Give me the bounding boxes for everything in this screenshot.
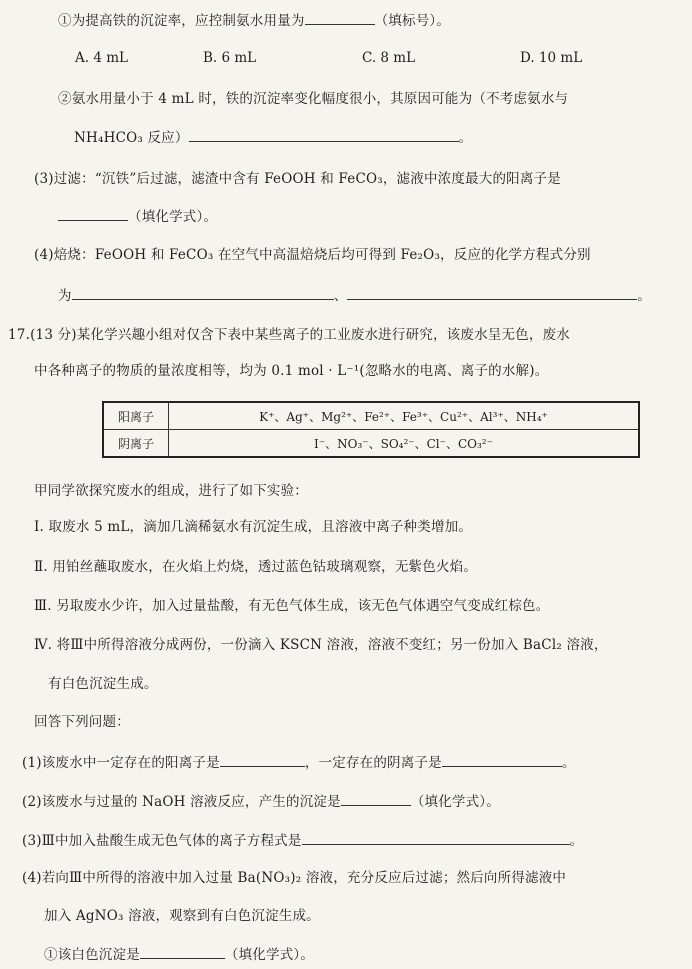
q16-2-1 <box>58 10 450 30</box>
q17-intro: 甲同学欲探究废水的组成，进行了如下实验： <box>34 483 308 499</box>
q17-a3-head: (3)Ⅲ中加入盐酸生成无色气体的离子方程式是 <box>22 833 302 849</box>
ion-table <box>102 401 640 458</box>
q17-a4-1 <box>44 944 314 964</box>
q17-exp4-line2: 有白色沉淀生成。 <box>48 676 158 692</box>
q17-answer-intro: 回答下列问题： <box>34 714 130 730</box>
q17-a1 <box>22 752 576 772</box>
answer-blank[interactable] <box>347 285 637 300</box>
answer-blank[interactable] <box>58 206 128 221</box>
q17-line1: 17.(13 分)某化学兴趣小组对仅含下表中某些离子的工业废水进行研究，该废水呈无色，废水 <box>8 327 570 343</box>
q17-line2: 中各种离子的物质的量浓度相等，均为 0.1 mol · L⁻¹(忽略水的电离、离子的水解)。 <box>34 363 549 379</box>
q16-4-head: 为 <box>58 288 72 304</box>
q16-2-1-tail: （填标号）。 <box>374 13 451 29</box>
cation-list: K⁺、Ag⁺、Mg²⁺、Fe²⁺、Fe³⁺、Cu²⁺、Al³⁺、NH₄⁺ <box>169 402 640 430</box>
answer-blank[interactable] <box>220 752 305 767</box>
q17-a4-line1: (4)若向Ⅲ中所得的溶液中加入过量 Ba(NO₃)₂ 溶液，充分反应后过滤；然后向所得滤液中 <box>22 870 567 886</box>
option-a: A. 4 mL <box>75 50 128 66</box>
anion-list: I⁻、NO₃⁻、SO₄²⁻、Cl⁻、CO₃²⁻ <box>169 430 640 458</box>
q17-a4-line2: 加入 AgNO₃ 溶液，观察到有白色沉淀生成。 <box>44 908 320 924</box>
q17-a2-tail: （填化学式）。 <box>410 794 500 810</box>
q17-a4-1-tail: （填化学式）。 <box>224 947 315 963</box>
answer-blank[interactable] <box>442 752 562 767</box>
q17-a3-end: 。 <box>569 833 584 849</box>
q16-3-line2 <box>58 206 217 226</box>
q16-2-2-line2 <box>74 127 472 147</box>
q16-2-2-tail: 。 <box>458 130 473 146</box>
answer-blank[interactable] <box>341 791 411 806</box>
cation-label: 阳离子 <box>103 402 169 430</box>
q16-4-line1: (4)焙烧：FeOOH 和 FeCO₃ 在空气中高温焙烧后均可得到 Fe₂O₃，反应的化学方程式分别 <box>34 247 591 263</box>
q17-a1-mid: ，一定存在的阴离子是 <box>304 755 442 771</box>
q16-2-2-head: NH₄HCO₃ 反应） <box>74 130 189 146</box>
q16-4-line2 <box>58 285 651 305</box>
q17-a2-head: (2)该废水与过量的 NaOH 溶液反应，产生的沉淀是 <box>22 794 341 810</box>
q16-3-line1: (3)过滤：“沉铁”后过滤，滤渣中含有 FeOOH 和 FeCO₃，滤液中浓度最大的阳离子是 <box>34 171 561 187</box>
answer-blank[interactable] <box>302 830 570 845</box>
q16-4-sep: 、 <box>333 288 348 304</box>
q17-a4-1-head: ①该白色沉淀是 <box>44 947 140 963</box>
q17-exp2: Ⅱ. 用铂丝蘸取废水，在火焰上灼烧，透过蓝色钴玻璃观察，无紫色火焰。 <box>34 559 478 575</box>
q17-exp4-line1: Ⅳ. 将Ⅲ中所得溶液分成两份，一份滴入 KSCN 溶液，溶液不变红；另一份加入 BaCl₂ 溶液， <box>34 637 608 653</box>
q16-3-tail: （填化学式）。 <box>128 209 218 225</box>
anion-label: 阴离子 <box>103 430 169 458</box>
q16-2-2-line1: ②氨水用量小于 4 mL 时，铁的沉淀率变化幅度很小，其原因可能为（不考虑氨水与 <box>58 91 569 107</box>
option-b: B. 6 mL <box>203 50 257 66</box>
option-c: C. 8 mL <box>362 50 416 66</box>
q17-exp3: Ⅲ. 另取废水少许，加入过量盐酸，有无色气体生成，该无色气体遇空气变成红棕色。 <box>34 598 550 614</box>
answer-blank[interactable] <box>189 127 459 142</box>
answer-blank[interactable] <box>140 944 225 959</box>
q16-4-end: 。 <box>637 288 652 304</box>
q17-a1-end: 。 <box>561 755 576 771</box>
q17-exp1: Ⅰ. 取废水 5 mL，滴加几滴稀氨水有沉淀生成，且溶液中离子种类增加。 <box>34 519 473 535</box>
q17-a2 <box>22 791 500 811</box>
anion-row <box>103 430 639 458</box>
cation-row <box>103 402 639 430</box>
q17-a3 <box>22 830 583 850</box>
answer-blank[interactable] <box>72 285 334 300</box>
answer-blank[interactable] <box>305 10 375 25</box>
q17-a1-head: (1)该废水中一定存在的阳离子是 <box>22 755 220 771</box>
option-d: D. 10 mL <box>520 50 583 66</box>
q16-2-1-text: ①为提高铁的沉淀率，应控制氨水用量为 <box>58 13 305 29</box>
